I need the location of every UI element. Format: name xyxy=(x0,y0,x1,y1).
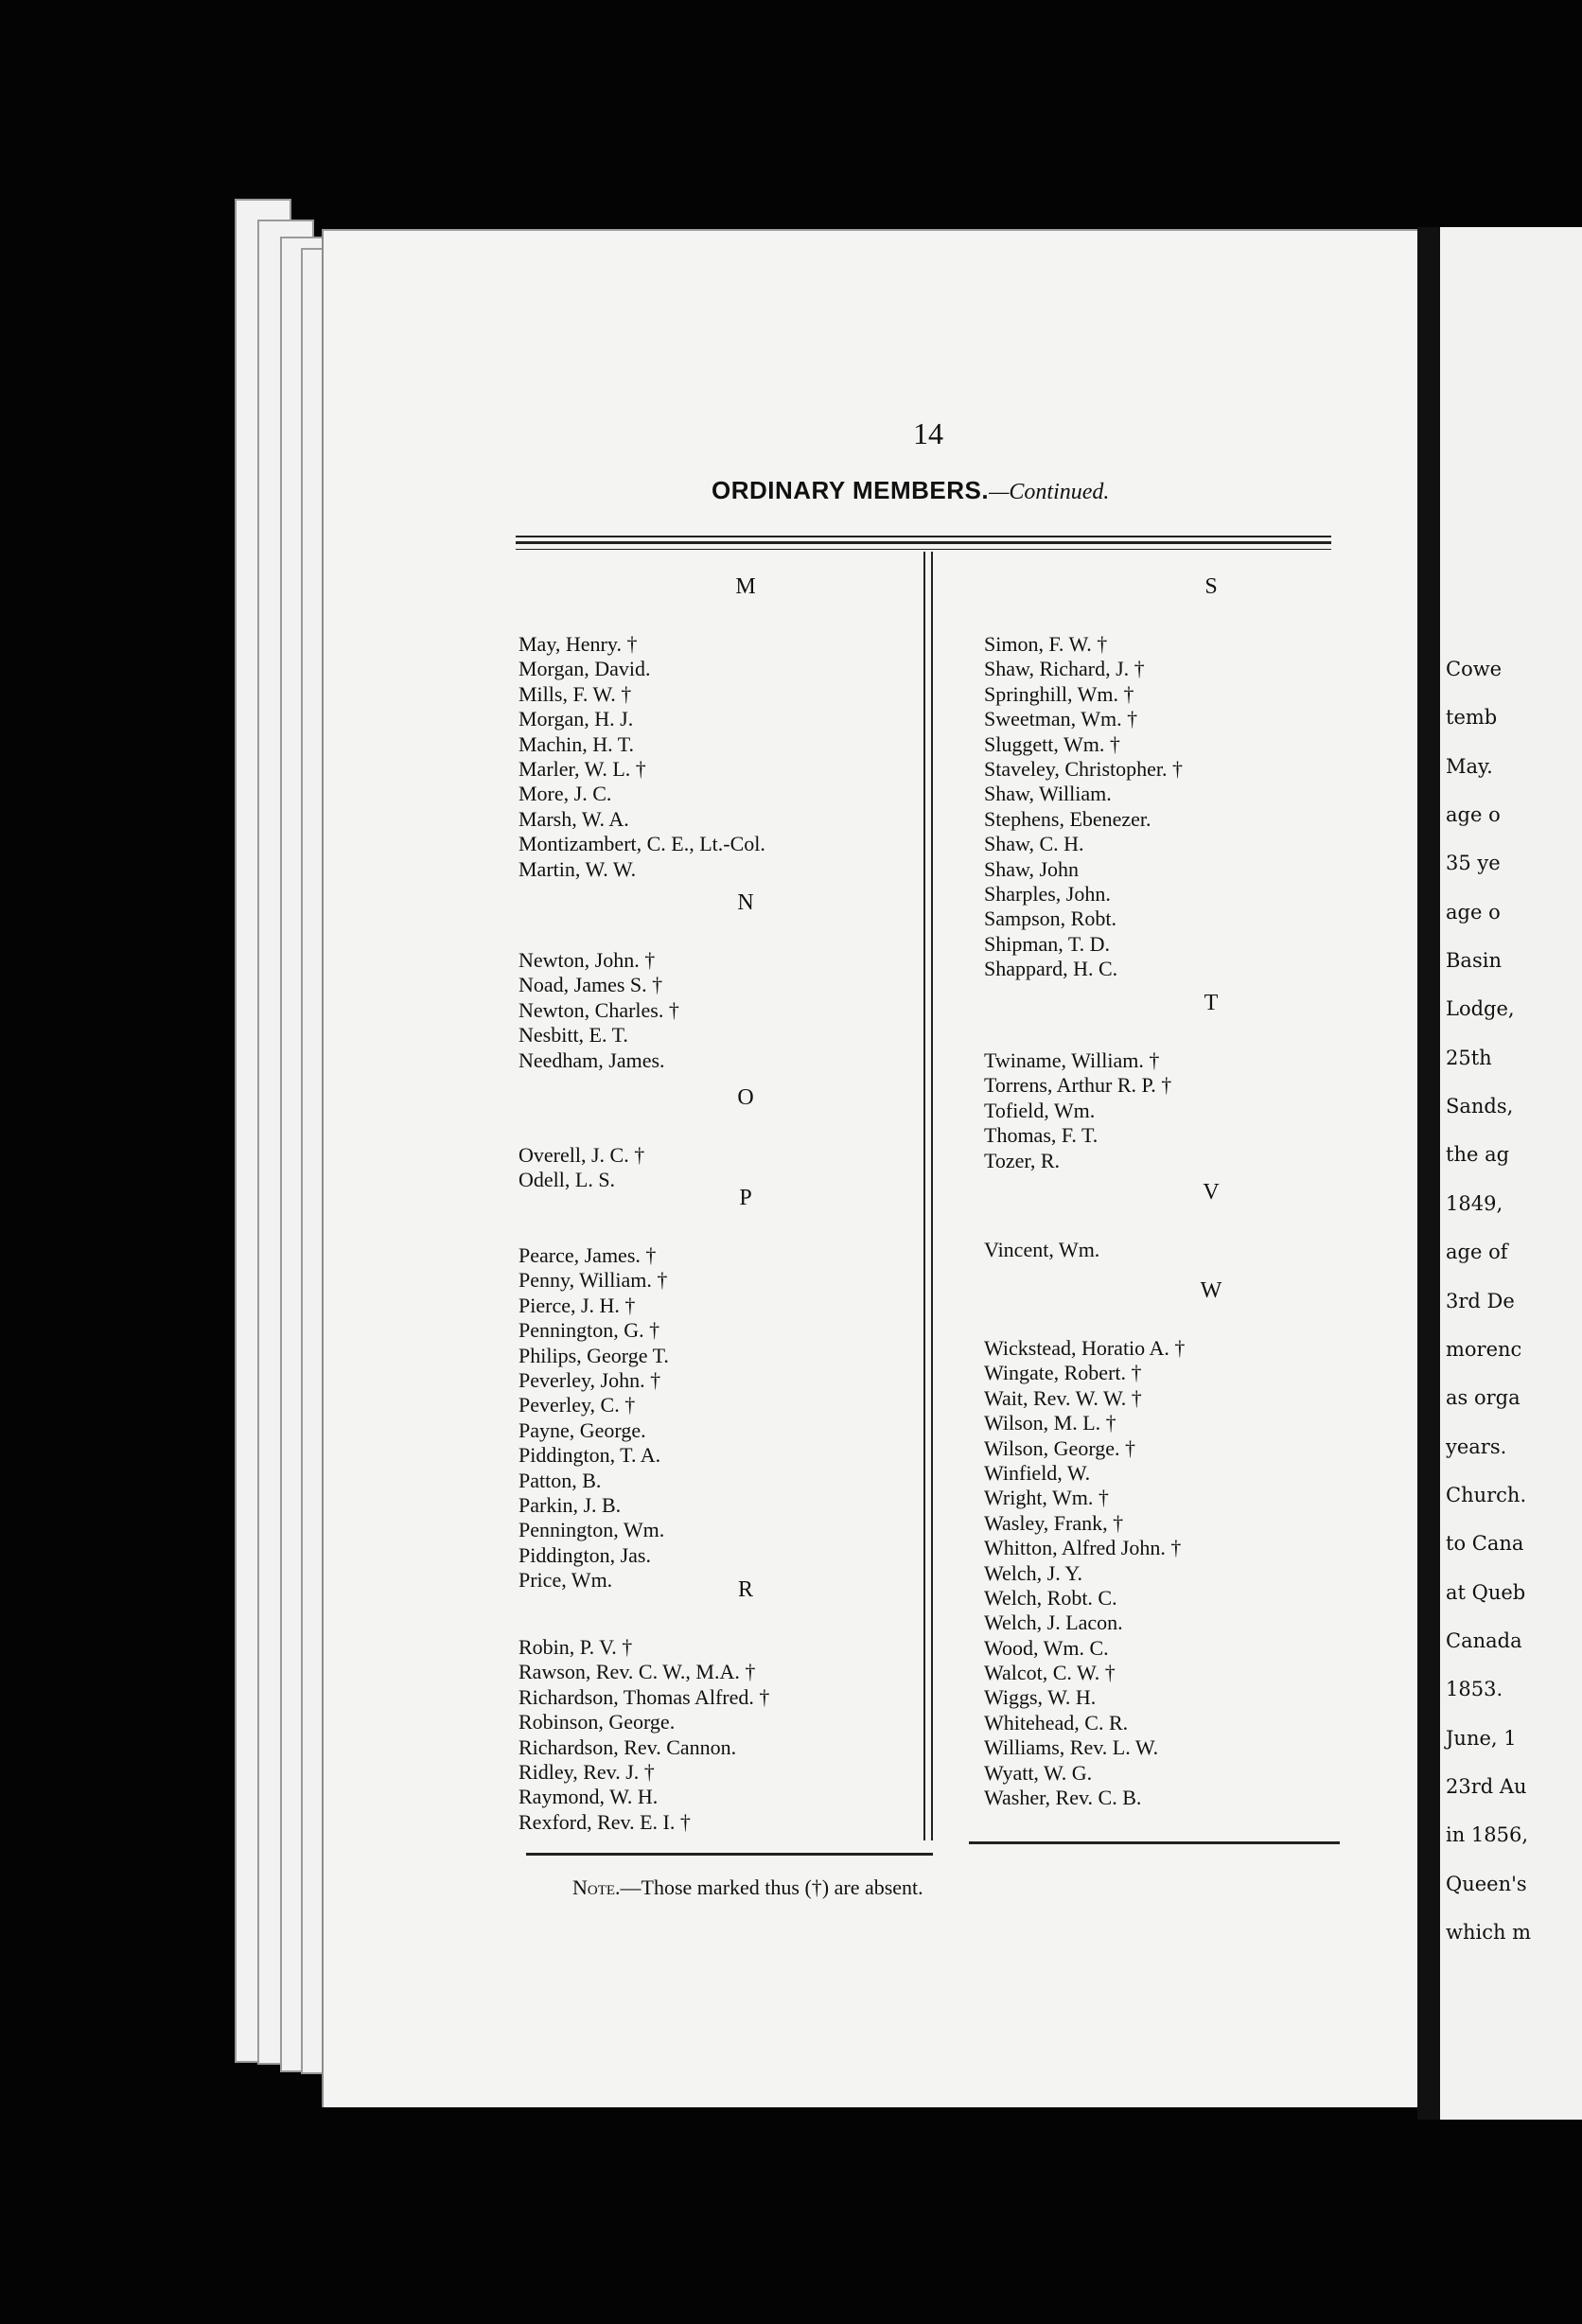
member-entry: Tofield, Wm. xyxy=(984,1098,1096,1122)
member-entry: Ridley, Rev. J. † xyxy=(519,1759,655,1784)
section-o xyxy=(519,1079,916,1193)
member-entry: Pennington, Wm. xyxy=(519,1518,665,1542)
section-v xyxy=(984,1173,1381,1262)
section-letter: T xyxy=(1204,991,1219,1015)
adjacent-text-fragment: 23rd Au xyxy=(1446,1774,1527,1798)
member-entry: Martin, W. W. xyxy=(519,856,637,881)
member-entry: Wood, Wm. C. xyxy=(984,1635,1109,1660)
member-entry: Springhill, Wm. † xyxy=(984,681,1134,706)
page-header xyxy=(712,476,1109,505)
adjacent-text-fragment: years. xyxy=(1446,1435,1507,1458)
adjacent-text-fragment: morenc xyxy=(1446,1337,1522,1361)
adjacent-text-fragment: 1849, xyxy=(1446,1191,1503,1215)
header-rule xyxy=(516,541,1331,544)
member-entry: Wasley, Frank, † xyxy=(984,1510,1124,1535)
member-entry: Welch, J. Lacon. xyxy=(984,1611,1123,1635)
member-entry: Sluggett, Wm. † xyxy=(984,731,1120,756)
member-entry: Robinson, George. xyxy=(519,1710,676,1734)
member-entry: Simon, F. W. † xyxy=(984,632,1108,656)
member-entry: Wilson, M. L. † xyxy=(984,1411,1116,1435)
footnote-text: —Those marked thus (†) are absent. xyxy=(620,1875,923,1899)
adjacent-text-fragment: 1853. xyxy=(1446,1678,1503,1701)
member-entry: Newton, John. † xyxy=(519,948,656,972)
member-entry: Williams, Rev. L. W. xyxy=(984,1735,1159,1760)
adjacent-text-fragment: as orga xyxy=(1446,1386,1520,1410)
member-entry: Machin, H. T. xyxy=(519,731,634,756)
adjacent-text-fragment: Basin xyxy=(1446,949,1502,973)
member-entry: Welch, J. Y. xyxy=(984,1560,1082,1585)
member-entry: Whitton, Alfred John. † xyxy=(984,1536,1182,1560)
member-entry: Shaw, C. H. xyxy=(984,832,1084,856)
member-entry: Philips, George T. xyxy=(519,1343,669,1367)
member-entry: Washer, Rev. C. B. xyxy=(984,1786,1142,1810)
adjacent-text-fragment: to Cana xyxy=(1446,1532,1524,1556)
member-list xyxy=(984,1238,1381,1262)
member-list xyxy=(984,1048,1381,1173)
member-entry: Price, Wm. xyxy=(519,1568,613,1593)
member-entry: Needham, James. xyxy=(519,1048,665,1072)
member-list xyxy=(519,632,916,882)
member-entry: Wilson, George. † xyxy=(984,1435,1136,1460)
footer-rule xyxy=(526,1853,933,1856)
member-entry: Raymond, W. H. xyxy=(519,1785,659,1809)
adjacent-text-fragment: temb xyxy=(1446,706,1498,730)
member-entry: Rexford, Rev. E. I. † xyxy=(519,1809,691,1834)
member-entry: Shaw, Richard, J. † xyxy=(984,657,1145,681)
member-entry: Pennington, G. † xyxy=(519,1318,660,1343)
member-entry: Shaw, William. xyxy=(984,782,1112,806)
member-entry: Torrens, Arthur R. P. † xyxy=(984,1073,1172,1098)
member-entry: Shaw, John xyxy=(984,856,1080,881)
member-entry: Richardson, Rev. Cannon. xyxy=(519,1734,737,1759)
footnote xyxy=(572,1875,923,1900)
adjacent-text-fragment: which m xyxy=(1446,1921,1532,1944)
adjacent-text-fragment: Canada xyxy=(1446,1629,1522,1652)
adjacent-text-fragment: Lodge, xyxy=(1446,997,1515,1021)
member-entry: Shipman, T. D. xyxy=(984,931,1111,956)
member-entry: Marsh, W. A. xyxy=(519,806,629,831)
member-entry: Patton, B. xyxy=(519,1468,602,1492)
member-entry: Wickstead, Horatio A. † xyxy=(984,1336,1186,1360)
member-list xyxy=(984,632,1381,981)
adjacent-text-fragment: 25th xyxy=(1446,1046,1492,1069)
member-list xyxy=(519,1243,916,1593)
column-divider xyxy=(923,552,925,1840)
member-entry: Tozer, R. xyxy=(984,1148,1061,1172)
column-divider xyxy=(931,552,933,1840)
member-entry: Sweetman, Wm. † xyxy=(984,707,1138,731)
member-entry: Montizambert, C. E., Lt.-Col. xyxy=(519,832,765,856)
adjacent-page xyxy=(1440,227,1582,2120)
member-entry: Thomas, F. T. xyxy=(984,1123,1099,1148)
section-n xyxy=(519,884,916,1073)
section-r xyxy=(519,1571,916,1835)
member-entry: May, Henry. † xyxy=(519,632,638,656)
adjacent-text-fragment: May. xyxy=(1446,754,1493,778)
member-entry: Morgan, David. xyxy=(519,657,651,681)
member-entry: Piddington, Jas. xyxy=(519,1542,651,1567)
adjacent-text-fragment: Queen's xyxy=(1446,1872,1527,1895)
header-subtitle: —Continued. xyxy=(989,480,1110,504)
member-entry: Parkin, J. B. xyxy=(519,1492,622,1517)
member-entry: Mills, F. W. † xyxy=(519,681,632,706)
member-entry: Noad, James S. † xyxy=(519,973,663,997)
member-entry: Piddington, T. A. xyxy=(519,1443,661,1468)
footer-rule xyxy=(969,1841,1340,1844)
adjacent-text-fragment: in 1856, xyxy=(1446,1823,1529,1847)
member-entry: Wright, Wm. † xyxy=(984,1486,1109,1510)
member-entry: Vincent, Wm. xyxy=(984,1238,1100,1261)
adjacent-text-fragment: age o xyxy=(1446,900,1501,924)
member-entry: Pierce, J. H. † xyxy=(519,1293,636,1317)
member-entry: Winfield, W. xyxy=(984,1460,1091,1485)
member-entry: Robin, P. V. † xyxy=(519,1635,633,1659)
section-letter: O xyxy=(737,1085,754,1110)
adjacent-text-fragment: Cowe xyxy=(1446,658,1503,680)
member-entry: Marler, W. L. † xyxy=(519,756,646,781)
section-t xyxy=(984,984,1381,1173)
member-entry: Whitehead, C. R. xyxy=(984,1710,1129,1734)
section-letter: W xyxy=(1200,1278,1222,1303)
section-m xyxy=(519,568,916,882)
book-spine xyxy=(1417,227,1440,2120)
adjacent-text-fragment: 3rd De xyxy=(1446,1289,1515,1312)
member-entry: Peverley, John. † xyxy=(519,1367,661,1392)
adjacent-text-fragment: June, 1 xyxy=(1446,1726,1517,1750)
member-entry: Welch, Robt. C. xyxy=(984,1585,1117,1610)
section-letter: V xyxy=(1203,1180,1220,1205)
adjacent-text-fragment: Sands, xyxy=(1446,1095,1514,1118)
member-entry: Pearce, James. † xyxy=(519,1243,657,1267)
adjacent-text-fragment: the ag xyxy=(1446,1143,1510,1167)
section-letter: S xyxy=(1204,574,1218,599)
section-letter: P xyxy=(739,1186,752,1210)
member-entry: Twiname, William. † xyxy=(984,1048,1160,1072)
member-entry: Peverley, C. † xyxy=(519,1393,636,1417)
header-title: ORDINARY MEMBERS. xyxy=(712,476,990,504)
member-entry: Penny, William. † xyxy=(519,1268,668,1293)
member-entry: More, J. C. xyxy=(519,782,612,806)
footnote-label: Note. xyxy=(572,1875,621,1899)
member-entry: Overell, J. C. † xyxy=(519,1143,645,1167)
member-entry: Sharples, John. xyxy=(984,881,1111,906)
header-rule xyxy=(516,549,1331,550)
member-entry: Nesbitt, E. T. xyxy=(519,1023,628,1048)
member-entry: Shappard, H. C. xyxy=(984,957,1118,981)
member-entry: Walcot, C. W. † xyxy=(984,1661,1116,1685)
member-entry: Sampson, Robt. xyxy=(984,907,1116,931)
adjacent-text-fragment: age of xyxy=(1446,1241,1508,1264)
page-number: 14 xyxy=(913,416,943,450)
member-entry: Staveley, Christopher. † xyxy=(984,756,1183,781)
member-entry: Wait, Rev. W. W. † xyxy=(984,1385,1142,1410)
member-entry: Newton, Charles. † xyxy=(519,997,679,1022)
member-entry: Morgan, H. J. xyxy=(519,707,634,731)
section-letter: N xyxy=(737,890,754,915)
section-letter: M xyxy=(735,574,756,599)
member-entry: Odell, L. S. xyxy=(519,1168,616,1192)
header-rule xyxy=(516,536,1331,537)
member-entry: Stephens, Ebenezer. xyxy=(984,806,1151,831)
member-entry: Wyatt, W. G. xyxy=(984,1760,1093,1785)
member-list xyxy=(984,1336,1381,1810)
section-p xyxy=(519,1179,916,1593)
member-entry: Rawson, Rev. C. W., M.A. † xyxy=(519,1660,756,1684)
member-entry: Richardson, Thomas Alfred. † xyxy=(519,1684,770,1709)
adjacent-text-fragment: at Queb xyxy=(1446,1580,1526,1604)
member-list xyxy=(519,1635,916,1835)
member-entry: Wingate, Robert. † xyxy=(984,1361,1142,1385)
adjacent-text-fragment: age o xyxy=(1446,803,1501,827)
member-list xyxy=(519,948,916,1073)
member-entry: Wiggs, W. H. xyxy=(984,1685,1097,1710)
adjacent-text-fragment: Church. xyxy=(1446,1483,1527,1506)
section-letter: R xyxy=(737,1577,753,1602)
adjacent-text-fragment: 35 ye xyxy=(1446,852,1501,875)
member-entry: Payne, George. xyxy=(519,1417,646,1442)
section-w xyxy=(984,1272,1381,1810)
section-s xyxy=(984,568,1381,981)
